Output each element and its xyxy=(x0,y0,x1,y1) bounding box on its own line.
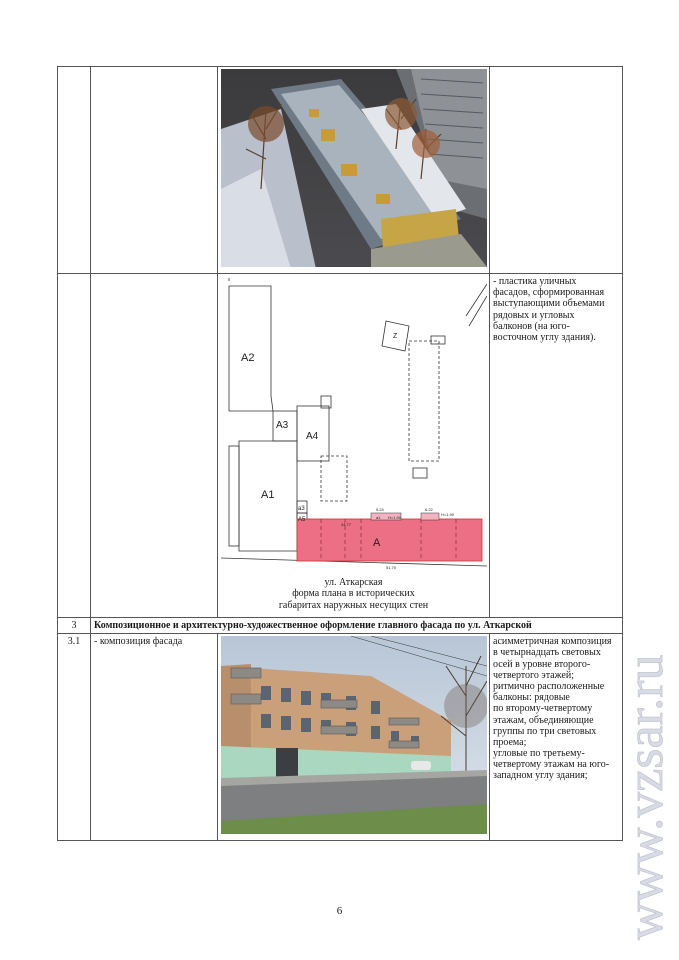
aerial-photo xyxy=(221,69,487,267)
description-line: осей в уровне второго- xyxy=(493,658,591,670)
plan-label-a5: А5 xyxy=(298,517,306,523)
plan-height-1: H=1.90 xyxy=(388,515,402,520)
plan-label-a3: А3 xyxy=(276,420,289,431)
row-label-cell xyxy=(91,274,218,618)
description-line: западном углу здания; xyxy=(493,770,588,782)
watermark-text: www.vzsar.ru xyxy=(617,654,674,940)
plan-dim-1: 9.24 xyxy=(376,507,384,512)
description-line: угловые по третьему- xyxy=(493,748,585,760)
plan-caption xyxy=(221,577,486,611)
plan-label-a4: А4 xyxy=(306,431,319,442)
plan-dim-2: 6.22 xyxy=(425,507,433,512)
table-row-plan xyxy=(58,274,623,618)
table-row-3-1 xyxy=(58,634,623,841)
page-number: 6 xyxy=(336,905,343,917)
table-row-aerial xyxy=(58,67,623,274)
description-line: группы по три световых xyxy=(493,725,597,737)
description-line: - пластика уличных xyxy=(493,276,577,287)
row-label-cell: - композиция фасада xyxy=(91,634,218,841)
description-line: по второму-четвертому xyxy=(493,703,593,715)
description-line: проема; xyxy=(493,736,527,748)
table-row-section-3 xyxy=(58,618,623,634)
description-line: четвертому этажам на юго- xyxy=(493,759,610,771)
plan-dim-3: 51.70 xyxy=(386,565,397,570)
plan-label-a1-small: а1 xyxy=(376,515,381,520)
facade-photo xyxy=(221,636,487,834)
description-line: рядовых и угловых xyxy=(493,309,575,321)
description-line: асимметричная композиция xyxy=(493,636,612,648)
description-line: этажам, объединяющие xyxy=(493,714,594,726)
description-line: фасадов, сформированная xyxy=(493,287,605,299)
description-line: выступающими объемами xyxy=(493,298,605,310)
section-number: 3 xyxy=(58,618,91,634)
description-line: балконы: рядовые xyxy=(493,692,570,704)
description-line: восточном углу здания). xyxy=(493,331,596,343)
plan-label-a1: А1 xyxy=(261,489,275,501)
row-label-cell xyxy=(91,67,218,274)
plan-dim-4: 34.77 xyxy=(341,522,352,527)
row-description-cell xyxy=(490,274,623,618)
description-line: балконов (на юго- xyxy=(493,320,570,332)
plan-cell xyxy=(218,274,490,618)
section-title: Композиционное и архитектурно-художественное оформление главного фасада по ул. Аткарской xyxy=(91,618,623,634)
plan-caption-line: ул. Аткарская xyxy=(324,577,383,589)
plan-caption-line: габаритах наружных несущих стен xyxy=(278,599,429,611)
row-number-cell xyxy=(58,67,91,274)
row-number-cell xyxy=(58,274,91,618)
description-line: ритмично расположенные xyxy=(493,680,605,692)
plan-label-a3-small: а3 xyxy=(298,506,305,512)
aerial-photo-cell xyxy=(218,67,490,274)
plan-height-2: H=1.90 xyxy=(441,512,455,517)
description-line: четвертого этажей; xyxy=(493,669,574,681)
row-description-cell xyxy=(490,634,623,841)
row-description-cell xyxy=(490,67,623,274)
plan-label-a2: А2 xyxy=(241,352,255,364)
watermark xyxy=(610,600,679,950)
plan-caption-line: форма плана в исторических xyxy=(292,588,415,600)
row-number-cell: 3.1 xyxy=(58,634,91,841)
site-plan-drawing xyxy=(221,276,487,572)
description-line: в четырнадцать световых xyxy=(493,647,601,659)
plan-label-a: А xyxy=(373,537,381,549)
plan-label-z: Z xyxy=(393,333,398,340)
facade-photo-cell xyxy=(218,634,490,841)
description-table xyxy=(57,66,623,841)
